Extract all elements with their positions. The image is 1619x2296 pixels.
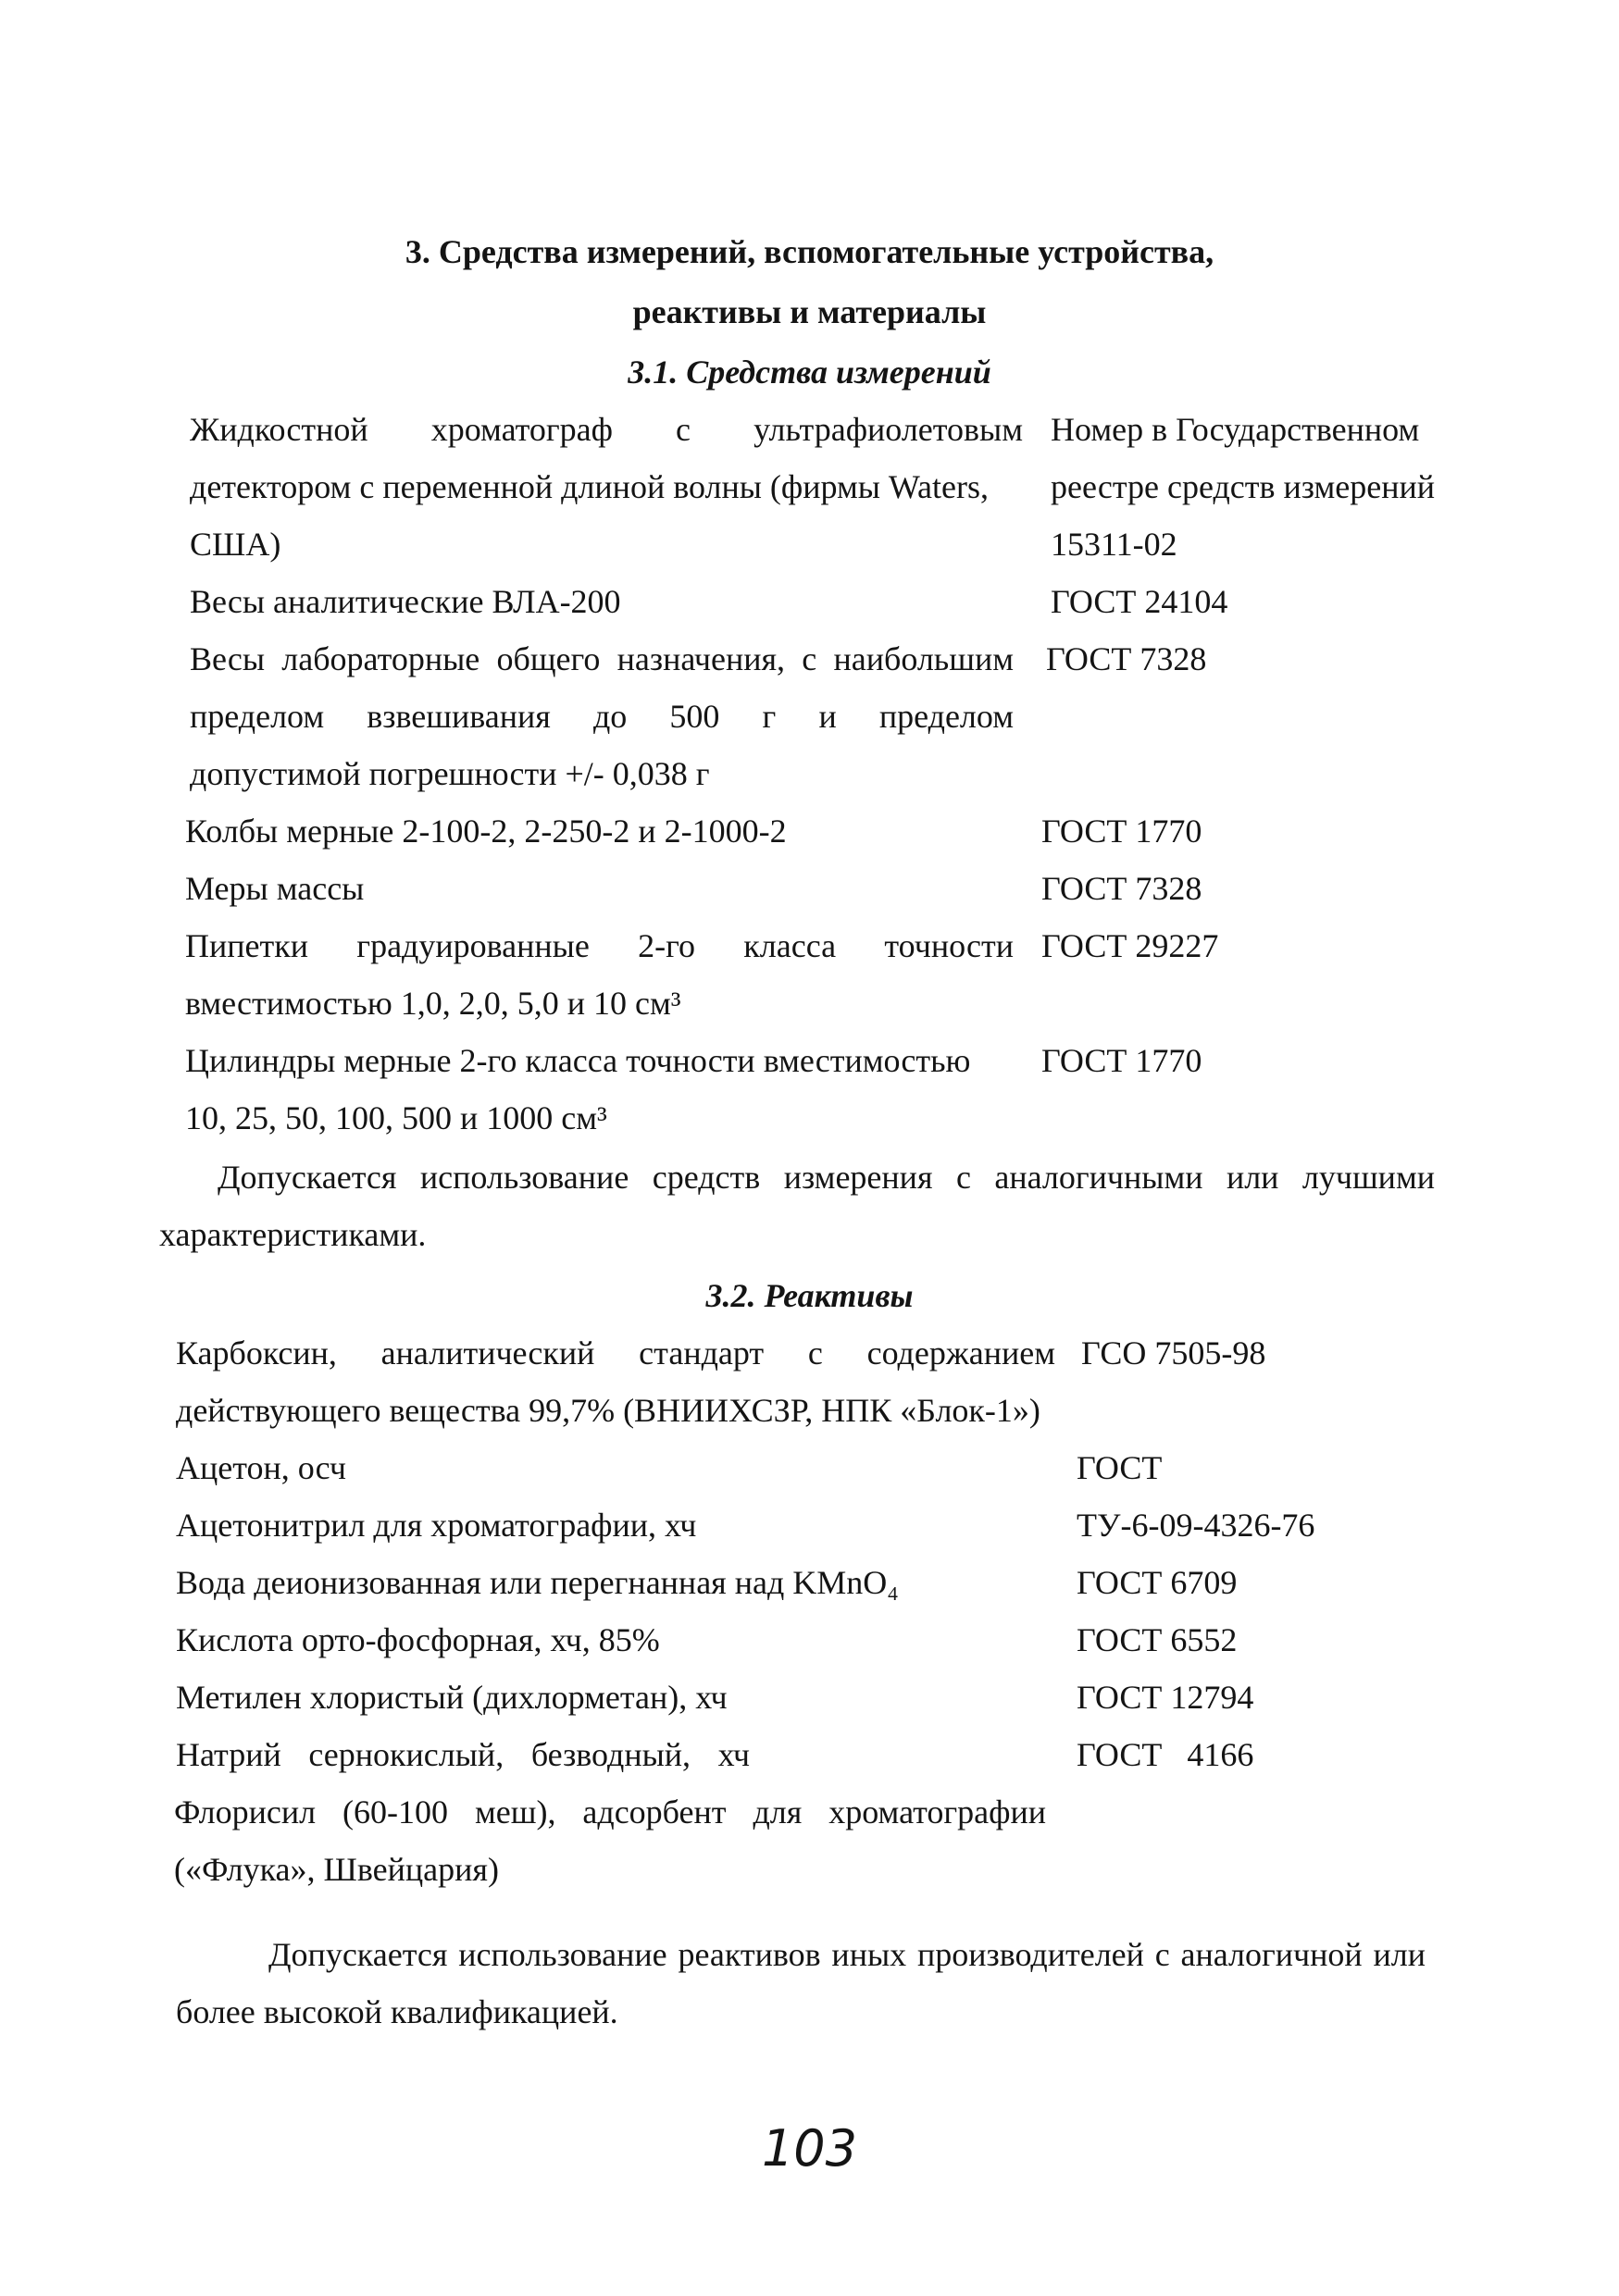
instrument-reference: Номер в Государственном [1051, 411, 1420, 448]
instrument-line: Меры массы [185, 870, 365, 907]
reagent-line: Флорисил (60-100 меш), адсорбент для хроматографии [174, 1793, 1046, 1831]
instrument-reference: ГОСТ 7328 [1046, 640, 1207, 677]
instrument-line: вместимостью 1,0, 2,0, 5,0 и 10 см³ [185, 985, 681, 1022]
instrument-reference: ГОСТ 29227 [1041, 927, 1219, 964]
reagent-reference: ГСО 7505-98 [1081, 1334, 1266, 1371]
subsection-3-1-title: 3.1. Средства измерений [628, 354, 991, 391]
reagent-reference: ГОСТ 12794 [1077, 1679, 1254, 1716]
instrument-line: допустимой погрешности +/- 0,038 г [190, 755, 710, 792]
reagent-line: Ацетон, осч [176, 1449, 347, 1486]
page-number: 103 [761, 2119, 858, 2178]
instrument-reference: ГОСТ 7328 [1041, 870, 1202, 907]
reagent-line: Натрий сернокислый, безводный, хч [176, 1736, 750, 1773]
reagent-reference: ГОСТ 6552 [1077, 1621, 1238, 1658]
reagent-line: действующего вещества 99,7% (ВНИИХСЗР, НПК «Блок-1») [176, 1392, 1040, 1429]
instrument-reference: 15311-02 [1051, 526, 1177, 563]
instrument-line: пределом взвешивания до 500 г и пределом [190, 698, 1014, 735]
instrument-reference: реестре средств измерений [1051, 468, 1436, 505]
instruments-note-line: Допускается использование средств измерения с аналогичными или лучшими [218, 1159, 1435, 1196]
instrument-line: Весы лабораторные общего назначения, с наибольшим [190, 640, 1014, 677]
section-heading-line-2: реактивы и материалы [632, 293, 987, 330]
instrument-reference: ГОСТ 24104 [1051, 583, 1228, 620]
reagent-line: Метилен хлористый (дихлорметан), хч [176, 1679, 728, 1716]
reagent-reference: ГОСТ 4166 [1077, 1736, 1254, 1773]
reagent-reference: ГОСТ 6709 [1077, 1564, 1238, 1601]
instrument-line: Жидкостной хроматограф с ультрафиолетовым [190, 411, 1023, 448]
instrument-line: США) [190, 526, 281, 563]
instrument-reference: ГОСТ 1770 [1041, 1042, 1202, 1079]
reagents-note-line: более высокой квалификацией. [176, 1993, 618, 2030]
reagent-line: Ацетонитрил для хроматографии, хч [176, 1507, 697, 1544]
reagent-reference: ГОСТ [1077, 1449, 1163, 1486]
subsection-3-2-title: 3.2. Реактивы [705, 1277, 914, 1314]
reagent-reference: ТУ-6-09-4326-76 [1077, 1507, 1315, 1544]
instrument-reference: ГОСТ 1770 [1041, 813, 1202, 850]
reagent-line: Карбоксин, аналитический стандарт с содержанием [176, 1334, 1055, 1371]
reagent-line: Вода деионизованная или перегнанная над KMnO₄ [176, 1564, 899, 1601]
instrument-line: Пипетки градуированные 2-го класса точности [185, 927, 1014, 964]
section-heading-line-1: 3. Средства измерений, вспомогательные устройства, [405, 233, 1214, 270]
instrument-line: Весы аналитические ВЛА-200 [190, 583, 621, 620]
reagent-line: («Флука», Швейцария) [174, 1851, 499, 1888]
instrument-line: Цилиндры мерные 2-го класса точности вместимостью [185, 1042, 971, 1079]
reagents-note-line: Допускается использование реактивов иных производителей с аналогичной или [268, 1936, 1426, 1973]
instrument-line: Колбы мерные 2-100-2, 2-250-2 и 2-1000-2 [185, 813, 787, 850]
reagent-line: Кислота орто-фосфорная, хч, 85% [176, 1621, 660, 1658]
instrument-line: детектором с переменной длиной волны (фирмы Waters, [190, 468, 989, 505]
instrument-line: 10, 25, 50, 100, 500 и 1000 см³ [185, 1099, 607, 1136]
instruments-note-line: характеристиками. [159, 1216, 427, 1253]
